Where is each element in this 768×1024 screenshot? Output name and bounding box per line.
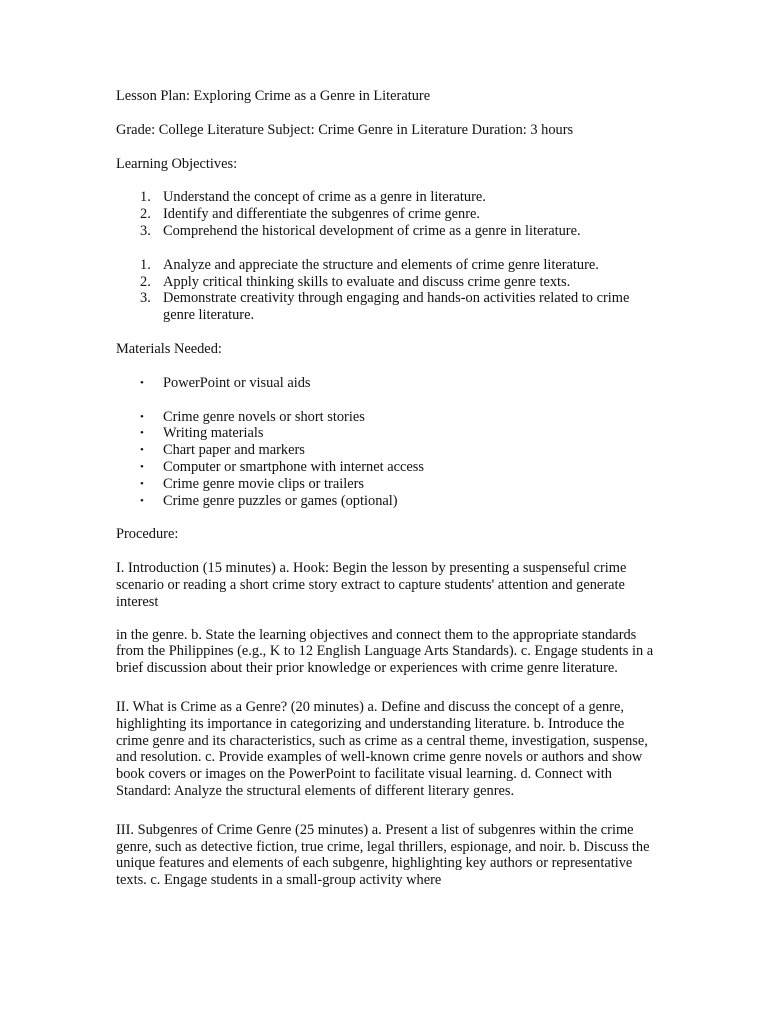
bullet-icon: •: [140, 376, 144, 389]
list-item: • Chart paper and markers: [140, 442, 305, 459]
list-item: 1. Understand the concept of crime as a genre in literature.: [140, 189, 486, 206]
lesson-plan-title: Lesson Plan: Exploring Crime as a Genre in Literature: [116, 88, 431, 104]
procedure-paragraph-intro: I. Introduction (15 minutes) a. Hook: Begin the lesson by presenting a suspenseful crime scenario or reading a short crime story extract to capture students' attention and generate interest: [116, 560, 627, 610]
list-item: • Computer or smartphone with internet access: [140, 458, 424, 475]
learning-objectives-list-b: [116, 257, 656, 324]
list-item: 3. Demonstrate creativity through engaging and hands-on activities related to crime genre literature.: [140, 290, 630, 324]
list-item: 3. Comprehend the historical development of crime as a genre in literature.: [140, 222, 581, 239]
procedure-paragraph-what-is-crime-genre: II. What is Crime as a Genre? (20 minutes) a. Define and discuss the concept of a genre, highlighting its importance in categorizing and understanding literature. b. Introduce the crime genre and its characteristics, such as crime as a central theme, investigation, suspense, and resolution. c. Provide examples of well-known crime genre novels or authors and show book covers or images on the PowerPoint to facilitate visual learning. d. Connect with Standard: Analyze the structural elements of different literary genres.: [116, 698, 648, 799]
materials-list-a: [116, 375, 656, 392]
learning-objectives-list-a: [116, 189, 656, 239]
document-page: [116, 88, 656, 889]
list-item: 2. Identify and differentiate the subgenres of crime genre.: [140, 206, 480, 223]
procedure-paragraph-intro-continued: in the genre. b. State the learning objectives and connect them to the appropriate standards from the Philippines (e.g., K to 12 English Language Arts Standards). c. Engage students in a brief discussion about their prior knowledge or experiences with crime genre literature.: [116, 626, 654, 677]
bullet-icon: •: [140, 460, 144, 473]
bullet-icon: •: [140, 427, 144, 440]
bullet-icon: •: [140, 410, 144, 423]
procedure-paragraph-subgenres: III. Subgenres of Crime Genre (25 minutes) a. Present a list of subgenres within the crime genre, such as detective fiction, true crime, legal thrillers, espionage, and noir. b. Discuss the unique features and elements of each subgenre, highlighting key authors or representative texts. c. Engage students in a small-group activity where: [116, 821, 650, 889]
list-item: 2. Apply critical thinking skills to evaluate and discuss crime genre texts.: [140, 273, 571, 290]
list-item: • Crime genre puzzles or games (optional): [140, 492, 398, 509]
bullet-icon: •: [140, 444, 144, 457]
list-item: • Crime genre movie clips or trailers: [140, 475, 365, 492]
list-item: • Writing materials: [140, 425, 264, 442]
materials-list-b: [116, 409, 656, 510]
list-item: • Crime genre novels or short stories: [140, 408, 365, 425]
grade-subject-duration: Grade: College Literature Subject: Crime Genre in Literature Duration: 3 hours: [116, 121, 574, 138]
bullet-icon: •: [140, 494, 144, 507]
materials-heading: Materials Needed:: [116, 340, 222, 357]
procedure-heading: Procedure:: [116, 526, 179, 543]
list-item: • PowerPoint or visual aids: [140, 374, 311, 391]
learning-objectives-heading: Learning Objectives:: [116, 155, 238, 172]
list-item: 1. Analyze and appreciate the structure and elements of crime genre literature.: [140, 256, 599, 273]
bullet-icon: •: [140, 477, 144, 490]
